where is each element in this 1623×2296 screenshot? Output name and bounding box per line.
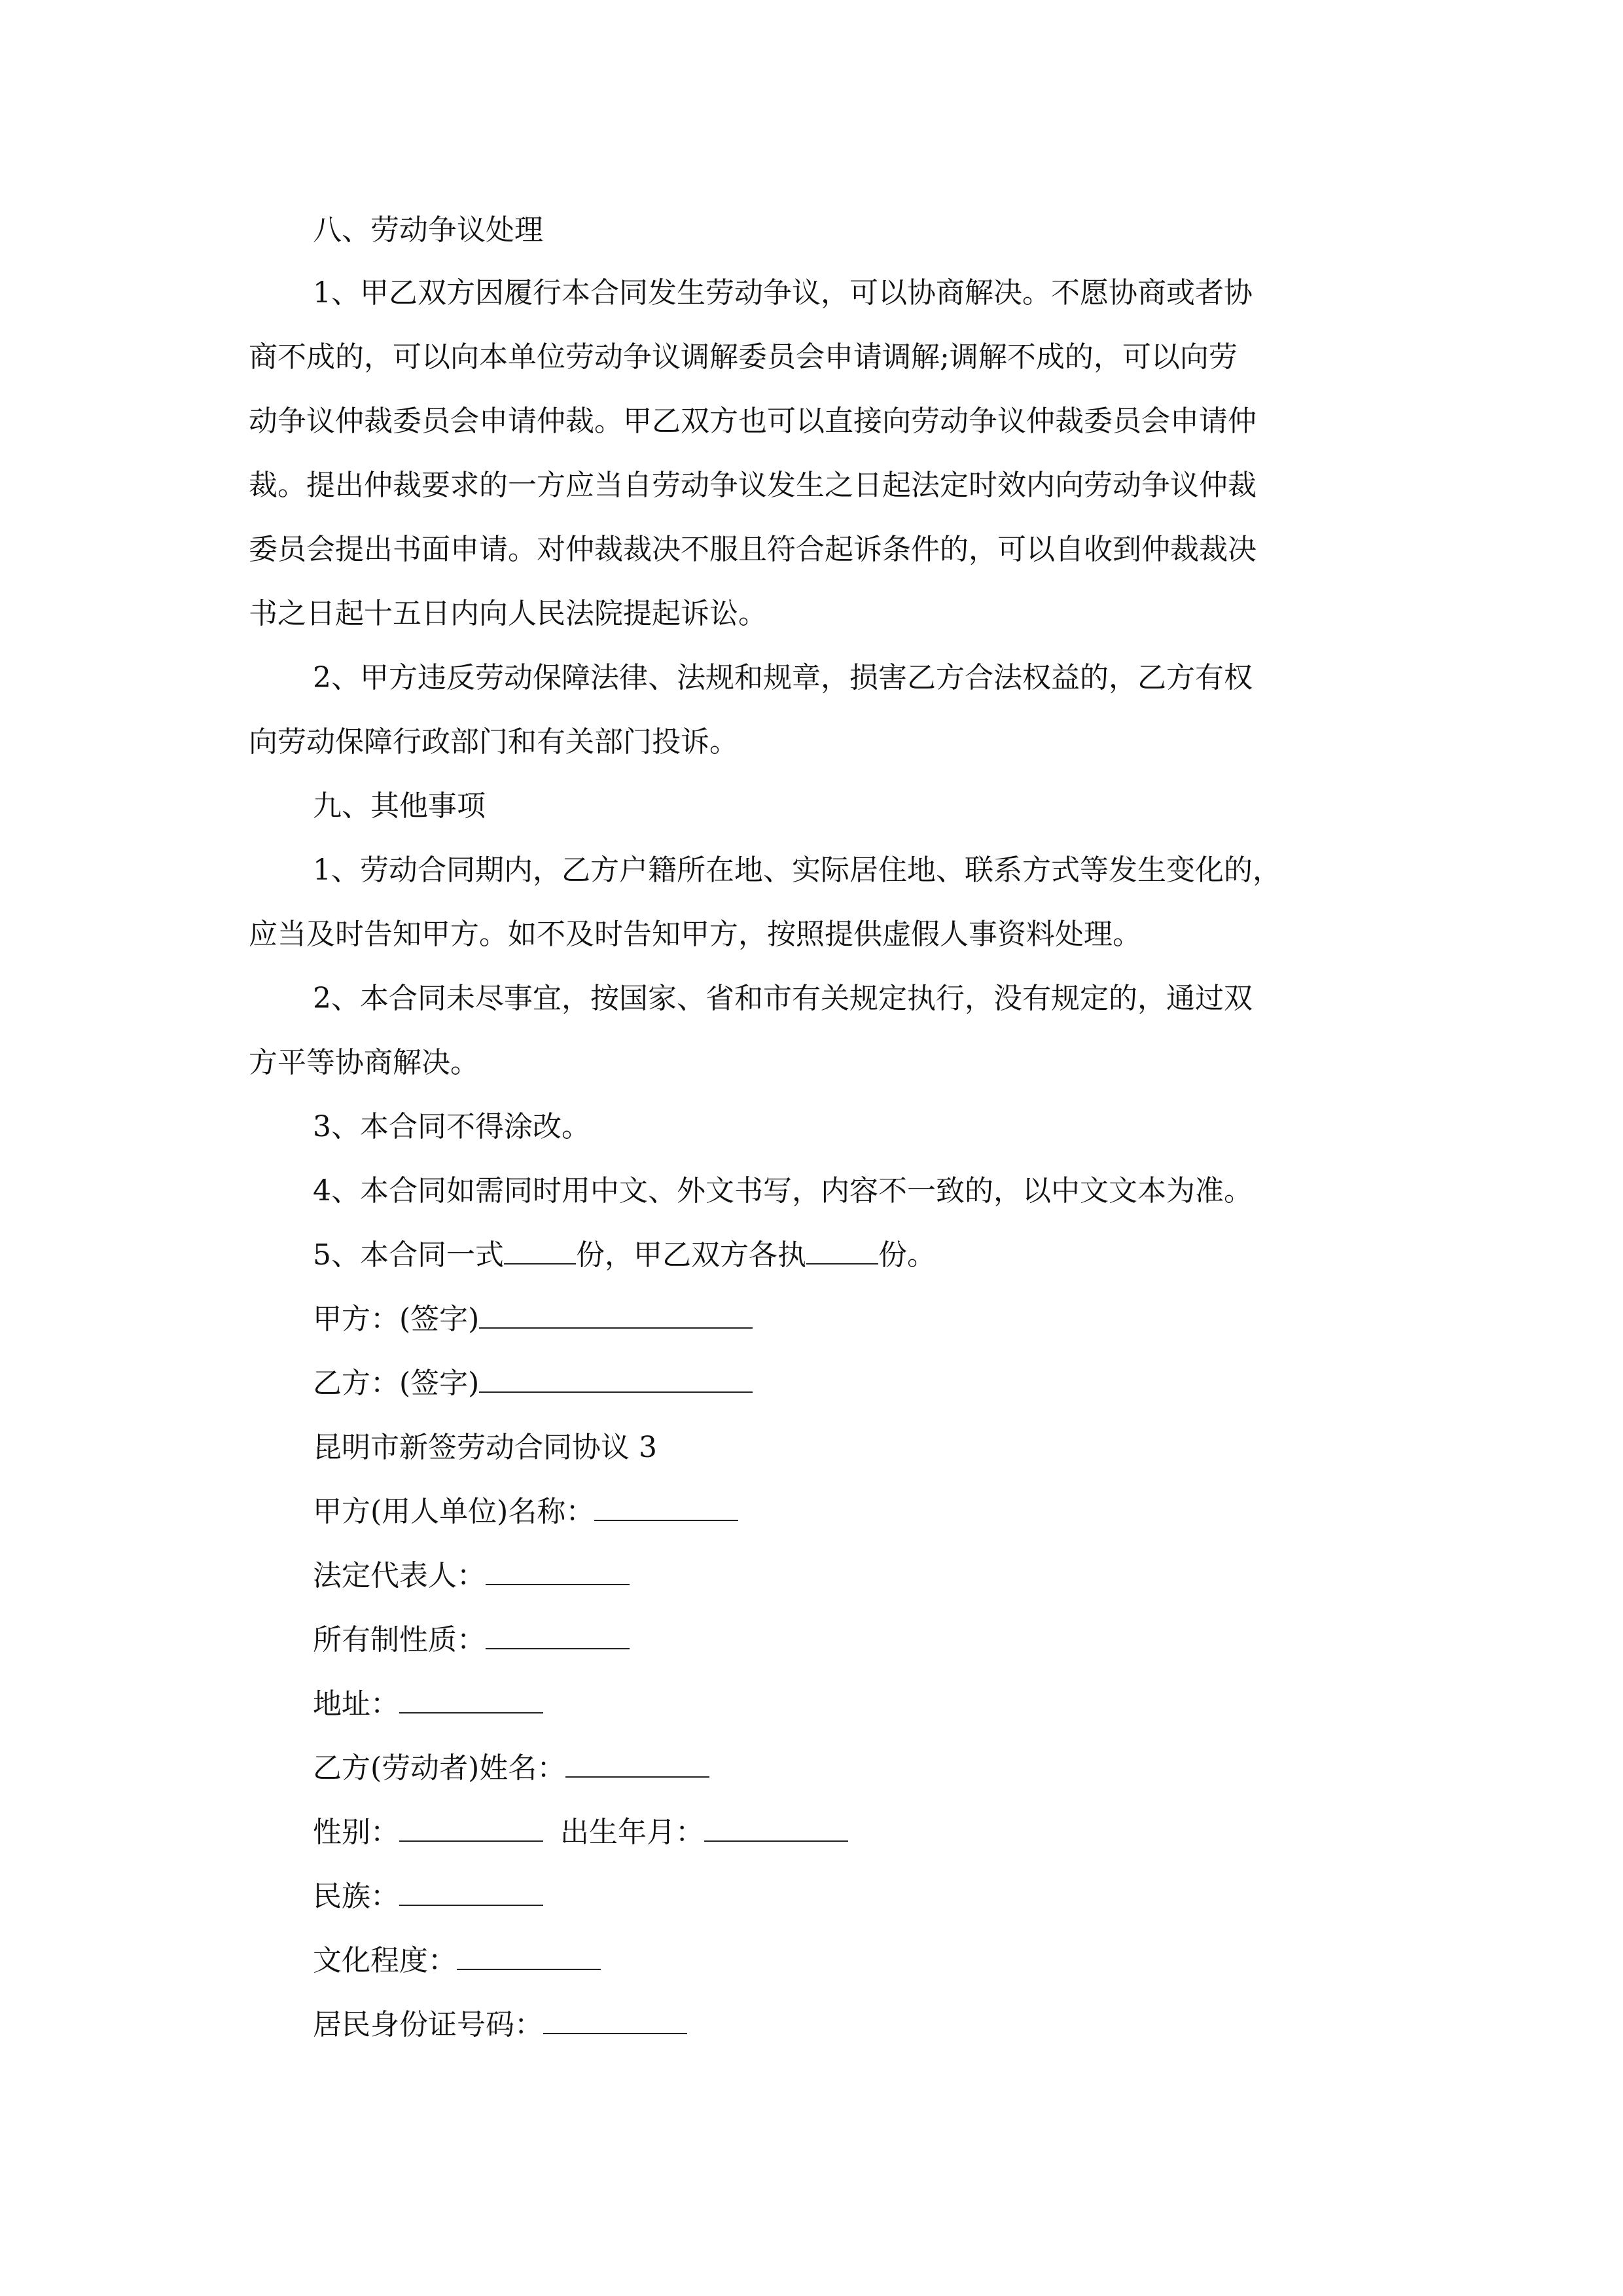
employer-name-row (313, 1492, 738, 1532)
section8-item1-line1: 1、甲乙双方因履行本合同发生劳动争议，可以协商解决。不愿协商或者协 (313, 276, 1253, 310)
party-b-signature-row (313, 1364, 753, 1403)
legal-rep-blank[interactable] (486, 1558, 630, 1585)
employee-name-row (313, 1749, 709, 1788)
copies-each-blank[interactable] (806, 1237, 878, 1265)
legal-rep-label: 法定代表人： (313, 1559, 486, 1592)
section9-item3: 3、本合同不得涂改。 (313, 1110, 590, 1143)
ownership-blank[interactable] (486, 1622, 630, 1649)
section8-item2-line1: 2、甲方违反劳动保障法律、法规和规章，损害乙方合法权益的，乙方有权 (313, 661, 1253, 694)
education-label: 文化程度： (313, 1944, 457, 1977)
ethnicity-blank[interactable] (399, 1878, 543, 1906)
ethnicity-label: 民族： (313, 1880, 399, 1913)
gender-birth-row (313, 1813, 848, 1852)
contract3-title: 昆明市新签劳动合同协议 3 (313, 1431, 657, 1464)
employer-name-label: 甲方(用人单位)名称： (313, 1495, 595, 1528)
section8-item2-line2: 向劳动保障行政部门和有关部门投诉。 (249, 725, 738, 759)
ethnicity-row (313, 1877, 543, 1916)
party-a-label: 甲方：(签字) (313, 1302, 480, 1336)
id-number-label: 居民身份证号码： (313, 2008, 543, 2041)
item5-text-b: 份，甲乙双方各执 (576, 1238, 806, 1272)
section8-item1-line4: 裁。提出仲裁要求的一方应当自劳动争议发生之日起法定时效内向劳动争议仲裁 (249, 469, 1257, 502)
section8-item1-line3: 动争议仲裁委员会申请仲裁。甲乙双方也可以直接向劳动争议仲裁委员会申请仲 (249, 404, 1257, 438)
section9-item2-line2: 方平等协商解决。 (249, 1046, 479, 1079)
party-b-label: 乙方：(签字) (313, 1367, 480, 1400)
section8-item1-line5: 委员会提出书面申请。对仲裁裁决不服且符合起诉条件的，可以自收到仲裁裁决 (249, 533, 1257, 566)
education-row (313, 1941, 601, 1981)
party-b-signature-blank[interactable] (479, 1365, 753, 1393)
section8-item1-line2: 商不成的，可以向本单位劳动争议调解委员会申请调解;调解不成的，可以向劳 (249, 340, 1238, 374)
copies-total-blank[interactable] (504, 1237, 576, 1265)
employer-name-blank[interactable] (594, 1494, 738, 1521)
section9-item2-line1: 2、本合同未尽事宜，按国家、省和市有关规定执行，没有规定的，通过双 (313, 982, 1253, 1015)
legal-rep-row (313, 1556, 630, 1596)
section9-item4: 4、本合同如需同时用中文、外文书写，内容不一致的，以中文文本为准。 (313, 1174, 1253, 1208)
education-blank[interactable] (457, 1943, 601, 1970)
party-a-signature-row (313, 1300, 753, 1339)
gender-label: 性别： (313, 1816, 399, 1849)
id-number-row (313, 2005, 687, 2045)
section9-item1-line2: 应当及时告知甲方。如不及时告知甲方，按照提供虚假人事资料处理。 (249, 918, 1141, 951)
section9-heading: 九、其他事项 (313, 789, 486, 823)
employee-name-label: 乙方(劳动者)姓名： (313, 1751, 566, 1785)
birth-label: 出生年月： (560, 1816, 704, 1849)
party-a-signature-blank[interactable] (479, 1301, 753, 1329)
gender-blank[interactable] (399, 1814, 543, 1842)
birth-blank[interactable] (704, 1814, 848, 1842)
ownership-label: 所有制性质： (313, 1623, 486, 1657)
address-row (313, 1685, 543, 1724)
section8-heading: 八、劳动争议处理 (313, 213, 543, 247)
id-number-blank[interactable] (543, 2007, 687, 2034)
address-blank[interactable] (399, 1686, 543, 1713)
section8-item1-line6: 书之日起十五日内向人民法院提起诉讼。 (249, 597, 767, 630)
ownership-row (313, 1621, 630, 1660)
employee-name-blank[interactable] (565, 1750, 709, 1778)
address-label: 地址： (313, 1687, 399, 1721)
section9-item1-line1: 1、劳动合同期内，乙方户籍所在地、实际居住地、联系方式等发生变化的， (313, 853, 1281, 887)
item5-text-a: 5、本合同一式 (313, 1238, 504, 1272)
item5-text-c: 份。 (878, 1238, 936, 1272)
section9-item5 (313, 1236, 936, 1275)
